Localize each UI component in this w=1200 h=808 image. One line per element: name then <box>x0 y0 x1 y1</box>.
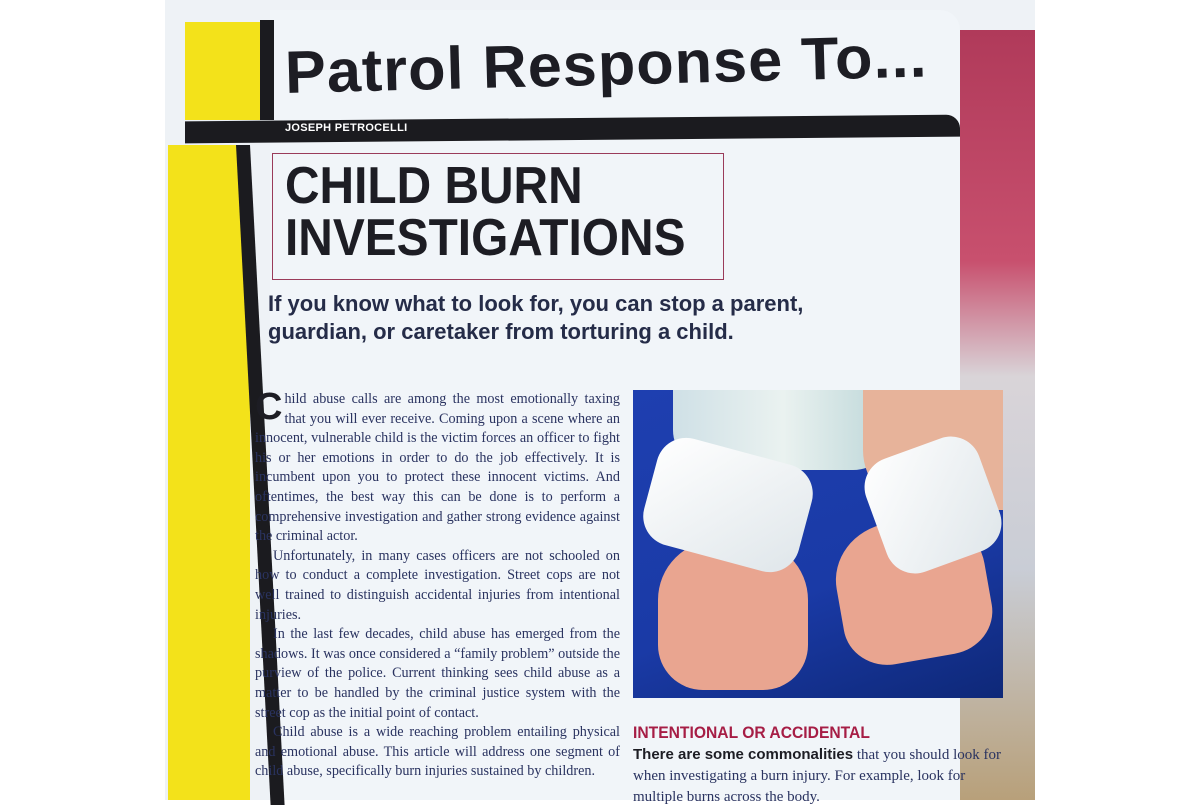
series-title: Patrol Response To... <box>284 22 929 106</box>
article-body <box>255 386 620 782</box>
paragraph: Child abuse is a wide reaching problem entailing physical and emotional abuse. This article will address one segment of child abuse, specifically burn injuries sustained by children. <box>255 724 620 780</box>
deck: If you know what to look for, you can stop a parent, guardian, or caretaker from torturing a child. <box>268 291 804 344</box>
yellow-side-stripe <box>168 145 250 800</box>
headline-line-1: CHILD BURN <box>285 157 583 215</box>
paragraph: In the last few decades, child abuse has emerged from the shadows. It was once considered a “family problem” outside the purview of the police. Current thinking sees child abuse as a matter to be handled by the criminal justice system with the street cop as the initial point of contact. <box>255 626 620 721</box>
paragraph: Unfortunately, in many cases officers are not schooled on how to conduct a complete investigation. Street cops are not well trained to distinguish accidental injuries from intentional injuries. <box>255 547 620 623</box>
headline-line-2: INVESTIGATIONS <box>285 209 686 267</box>
section-heading: INTENTIONAL OR ACCIDENTAL <box>633 723 870 742</box>
yellow-accent-block <box>185 22 260 120</box>
section-body <box>633 744 1013 808</box>
section-lead: There are some commonalities <box>633 746 854 763</box>
article-photo <box>633 390 1003 698</box>
paragraph-text: hild abuse calls are among the most emotionally taxing that you will ever receive. Coming upon a scene where an innocent, vulnerable child is the victim forces an officer to fight his or her emotions in order to do the job effectively. It is incumbent upon you to protect these innocent victims. And oftentimes, the best way this can be done is to perform a comprehensive investigation and gather strong evidence against the criminal actor. <box>255 391 620 545</box>
author-byline: JOSEPH PETROCELLI <box>285 122 408 134</box>
headline <box>285 157 686 267</box>
drop-cap: C <box>255 386 283 428</box>
section-text: that you should look for when investigating a burn injury. For example, look for multiple burns across the body. <box>633 747 1001 805</box>
paragraph <box>255 386 620 547</box>
black-accent-bar <box>260 20 274 120</box>
